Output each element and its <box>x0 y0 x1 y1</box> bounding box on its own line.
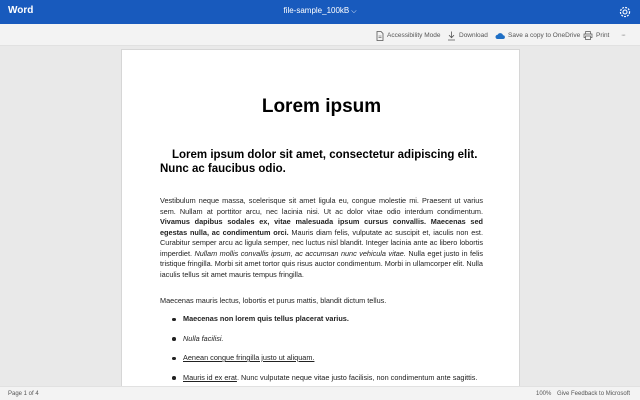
onedrive-cloud-icon <box>495 32 505 40</box>
app-name[interactable]: Word <box>8 5 34 16</box>
status-bar <box>0 386 640 400</box>
document-title-text[interactable]: file-sample_100kB <box>283 6 350 15</box>
download-icon <box>447 31 456 41</box>
heading-2: Lorem ipsum dolor sit amet, consectetur adipiscing elit. Nunc ac faucibus odio. <box>160 149 478 175</box>
save-copy-label: Save a copy to OneDrive <box>508 32 581 39</box>
paragraph-1-text-b: Mauris diam felis, vulputate ac suscipit et, iaculis non est. Curabitur semper arcu ac ligula semper, nec luctus nisl blandit. Integer lacinia ante ac libero lobortis imperdiet. <box>160 227 483 258</box>
download-label: Download <box>459 32 488 39</box>
list-item-link[interactable]: Mauris id ex erat <box>183 372 237 382</box>
list-item: Maecenas non lorem quis tellus placerat varius. <box>172 314 483 325</box>
gear-icon[interactable] <box>618 5 632 19</box>
feedback-link[interactable]: Give Feedback to Microsoft <box>557 391 631 397</box>
page-count: Page 1 of 4 <box>8 391 39 397</box>
accessibility-mode-label: Accessibility Mode <box>387 32 441 39</box>
list-item: Aenean congue fringilla justo ut aliquam. <box>172 353 483 364</box>
document-canvas[interactable] <box>0 46 640 386</box>
toolbar <box>0 24 640 46</box>
title-bar <box>0 0 640 24</box>
paragraph-1-text-a: Vestibulum neque massa, scelerisque sit amet ligula eu, congue molestie mi. Praesent ut varius sem. Nullam at porttitor arcu, nec lacinia nisi. Ut ac dolor vitae odio interdum condimentum. <box>160 196 483 216</box>
download-button[interactable] <box>447 30 488 41</box>
list-item <box>172 373 483 384</box>
accessibility-doc-icon <box>376 31 384 41</box>
save-copy-onedrive-button[interactable] <box>495 30 580 41</box>
list-item: Nulla facilisi. <box>172 334 483 345</box>
paragraph-2: Maecenas mauris lectus, lobortis et purus mattis, blandit dictum tellus. <box>160 296 387 305</box>
paragraph-1 <box>160 196 483 280</box>
bullet-list <box>172 314 483 386</box>
accessibility-mode-button[interactable] <box>376 30 440 41</box>
paragraph-1-bold: Vivamus dapibus sodales ex, vitae malesuada ipsum cursus convallis. Maecenas sed egestas nulla, ac condimentum orci. <box>160 217 483 237</box>
more-options-button[interactable]: ··· <box>621 32 625 39</box>
paragraph-1-italic: Nullam mollis convallis ipsum, ac accumsan nunc vehicula vitae. <box>194 248 406 258</box>
print-label: Print <box>596 32 610 39</box>
document-page <box>121 49 520 386</box>
heading-1: Lorem ipsum <box>261 96 382 117</box>
chevron-down-icon[interactable]: ⌵ <box>351 8 357 15</box>
print-icon <box>583 31 593 40</box>
zoom-level[interactable]: 100% <box>536 391 552 397</box>
paragraph-1-text-c: Nulla eget justo in felis tristique fringilla. Morbi sit amet tortor quis risus auctor condimentum. Morbi in ullamcorper elit. Nulla iaculis tellus sit amet mauris tempus fringilla. <box>160 248 483 279</box>
print-button[interactable] <box>583 30 609 41</box>
document-title[interactable] <box>0 6 640 16</box>
list-item-text: . Nunc vulputate neque vitae justo facilisis, non condimentum ante sagittis. <box>236 372 478 382</box>
